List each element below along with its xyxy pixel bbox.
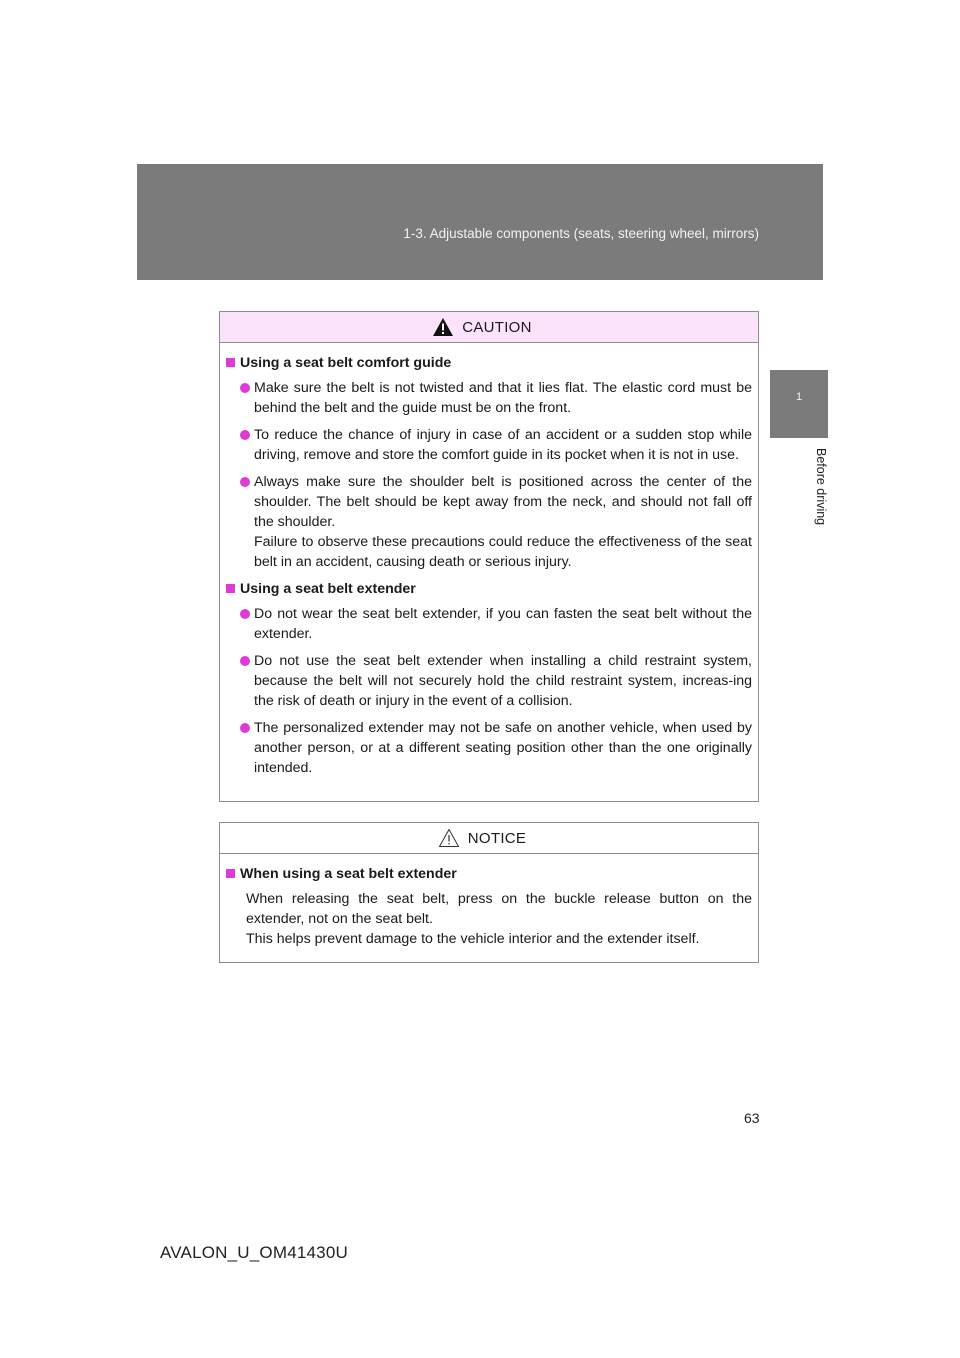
notice-text: When releasing the seat belt, press on the buckle release button on the extender, not on the seat belt. This helps prevent damage to the vehicle interior and the extender itself. [246,891,752,947]
chapter-label: Before driving [814,448,828,526]
square-bullet-icon [226,584,235,593]
notice-label: NOTICE [467,829,527,847]
document-code: AVALON_U_OM41430U [160,1243,348,1262]
circle-bullet-icon [240,723,250,733]
caution-label: CAUTION [462,318,532,336]
caution-header [220,312,758,343]
warning-triangle-icon [432,317,454,337]
circle-bullet-icon [240,477,250,487]
section-heading: Using a seat belt comfort guide [226,353,752,373]
circle-bullet-icon [240,383,250,393]
section-title: 1-3. Adjustable components (seats, steering wheel, mirrors) [403,226,759,241]
section-heading: Using a seat belt extender [226,579,752,599]
section-heading: When using a seat belt extender [226,864,752,884]
list-item: Make sure the belt is not twisted and that it lies flat. The elastic cord must be behind the belt and the guide must be on the front. [240,378,752,418]
caution-box [219,311,759,802]
square-bullet-icon [226,869,235,878]
caution-body [220,343,758,778]
chapter-number: 1 [795,391,803,403]
list-item: The personalized extender may not be safe on another vehicle, when used by another person, or at a different seating position other than the one originally intended. [240,718,752,778]
list-item: Always make sure the shoulder belt is positioned across the center of the shoulder. The belt should be kept away from the neck, and should not fall off the shoulder. Failure to observe these precautions could reduce the effectiveness of the seat belt in an accident, causing death or serious injury. [240,472,752,572]
square-bullet-icon [226,358,235,367]
list-item: Do not use the seat belt extender when installing a child restraint system, because the belt will not securely hold the child restraint system, increas-ing the risk of death or injury in the event of a collision. [240,651,752,711]
list-item: Do not wear the seat belt extender, if you can fasten the seat belt without the extender. [240,604,752,644]
circle-bullet-icon [240,430,250,440]
circle-bullet-icon [240,656,250,666]
page-number: 63 [744,1110,760,1126]
header-band [137,164,823,280]
notice-body [220,854,758,949]
chapter-tab [770,370,828,438]
list-item: To reduce the chance of injury in case of an accident or a sudden stop while driving, remove and store the comfort guide in its pocket when it is not in use. [240,425,752,465]
warning-triangle-outline-icon [438,828,460,848]
notice-header [220,823,758,854]
notice-box [219,822,759,963]
circle-bullet-icon [240,609,250,619]
